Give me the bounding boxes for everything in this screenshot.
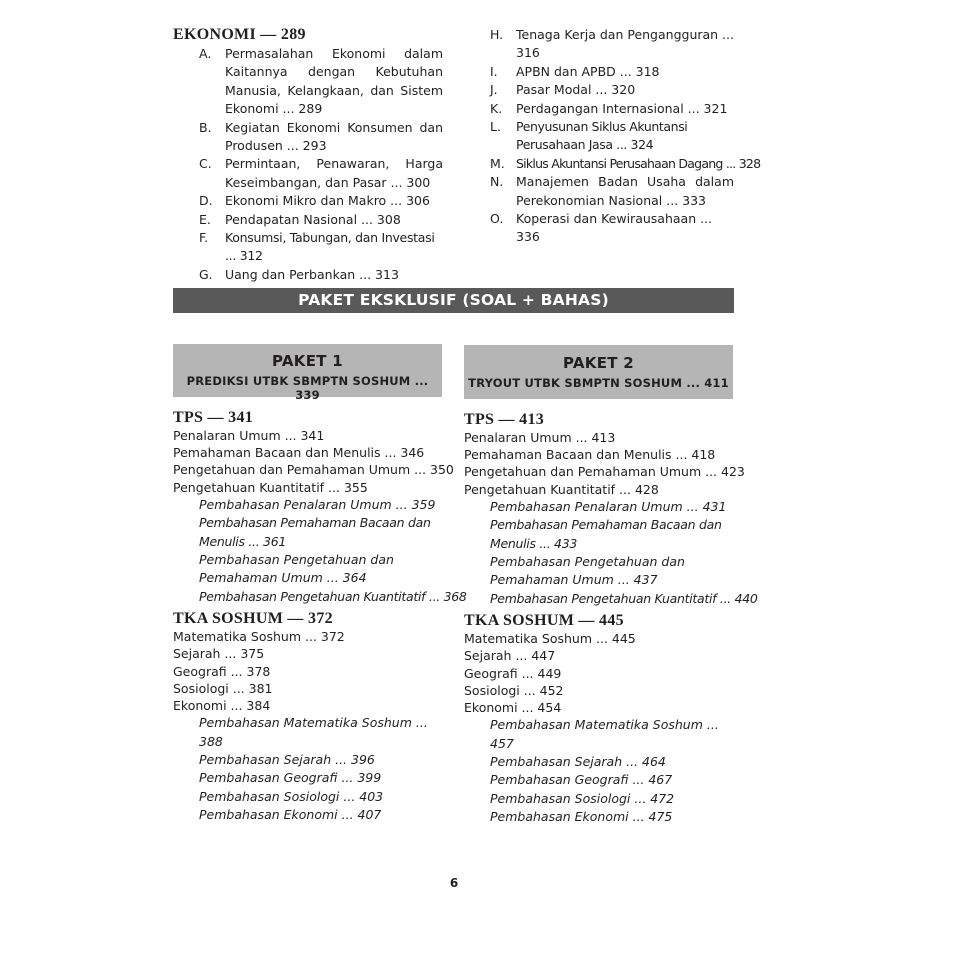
- paket-1-box: [173, 344, 442, 402]
- paket-2-box: [464, 345, 733, 399]
- list-item: Penalaran Umum ... 341: [173, 428, 325, 443]
- item-letter: O.: [490, 211, 504, 227]
- list-item: Ekonomi ... 454: [464, 700, 562, 716]
- list-item: Pemahaman Bacaan dan Menulis ... 346: [173, 445, 425, 461]
- pembahasan-item: Pembahasan Pengetahuan dan Pemahaman Umum ... 437: [490, 554, 685, 588]
- item-text: Koperasi dan Kewirausahaan ... 336: [516, 211, 713, 245]
- paket-1-title: PAKET 1: [271, 352, 344, 370]
- item-text: Permintaan, Penawaran, Harga Keseimbangan, dan Pasar ... 300: [225, 156, 443, 190]
- pembahasan-item: Pembahasan Geografi ... 399: [199, 770, 382, 786]
- ekonomi-list-left: [199, 45, 443, 284]
- pembahasan-item: Pembahasan Pengetahuan dan Pemahaman Umum ... 364: [199, 552, 394, 586]
- item-text: Perdagangan Internasional ... 321: [516, 100, 728, 116]
- paket-2-contents: [464, 411, 758, 827]
- list-item: Pengetahuan dan Pemahaman Umum ... 350: [173, 462, 454, 478]
- list-item: Pemahaman Bacaan dan Menulis ... 418: [464, 447, 716, 463]
- list-item: [490, 173, 734, 210]
- list-item: [490, 81, 734, 99]
- pembahasan-item: Pembahasan Penalaran Umum ... 359: [199, 496, 436, 512]
- paket-1-contents: [173, 409, 467, 825]
- item-letter: L.: [490, 119, 501, 135]
- paket-1-tps-heading: TPS — 341: [173, 409, 254, 426]
- item-text: Pendapatan Nasional ... 308: [225, 211, 401, 227]
- item-letter: J.: [490, 82, 498, 98]
- list-item: Sejarah ... 375: [173, 646, 265, 662]
- item-letter: G.: [199, 266, 213, 282]
- list-item: Pengetahuan Kuantitatif ... 428: [464, 481, 659, 497]
- list-item: Penalaran Umum ... 413: [464, 430, 616, 445]
- list-item: [490, 63, 734, 81]
- paket-eksklusif-banner: PAKET EKSKLUSIF (SOAL + BAHAS): [173, 288, 734, 313]
- item-letter: D.: [199, 193, 213, 209]
- item-text: Tenaga Kerja dan Pengangguran ... 316: [516, 27, 734, 61]
- paket-2-tka-heading: TKA SOSHUM — 445: [464, 612, 624, 630]
- list-item: Matematika Soshum ... 372: [173, 629, 345, 645]
- item-text: Konsumsi, Tabungan, dan Investasi ... 312: [225, 230, 435, 264]
- paket-2-title: PAKET 2: [562, 354, 635, 372]
- pembahasan-item: Pembahasan Sosiologi ... 403: [199, 788, 384, 804]
- item-text: Permasalahan Ekonomi dalam Kaitannya dengan Kebutuhan Manusia, Kelangkaan, dan Sistem Ekonomi ... 289: [225, 46, 443, 117]
- ekonomi-heading: EKONOMI — 289: [173, 26, 306, 43]
- list-item: [199, 229, 443, 266]
- list-item: [490, 26, 734, 63]
- item-letter: H.: [490, 27, 504, 42]
- list-item: [490, 210, 734, 247]
- list-item: Sejarah ... 447: [464, 648, 556, 664]
- list-item: [199, 266, 443, 284]
- item-text: Pasar Modal ... 320: [516, 82, 636, 98]
- pembahasan-item: Pembahasan Pemahaman Bacaan dan Menulis ... 433: [490, 517, 722, 551]
- item-letter: B.: [199, 119, 212, 135]
- item-letter: E.: [199, 211, 211, 227]
- item-letter: K.: [490, 100, 503, 116]
- pembahasan-item: Pembahasan Sosiologi ... 472: [490, 790, 675, 806]
- list-item: Sosiologi ... 452: [464, 682, 564, 698]
- list-item: [199, 192, 443, 210]
- item-letter: C.: [199, 156, 212, 172]
- item-text: Kegiatan Ekonomi Konsumen dan Produsen ... 293: [225, 119, 443, 154]
- list-item: [199, 211, 443, 229]
- pembahasan-item: Pembahasan Ekonomi ... 407: [199, 807, 382, 823]
- item-text: Siklus Akuntansi Perusahaan Dagang ... 328: [516, 155, 761, 171]
- item-text: Manajemen Badan Usaha dalam Perekonomian Nasional ... 333: [516, 174, 734, 208]
- list-item: Geografi ... 378: [173, 663, 271, 679]
- list-item: [490, 118, 734, 155]
- pembahasan-item: Pembahasan Geografi ... 467: [490, 772, 673, 788]
- pembahasan-item: Pembahasan Sejarah ... 396: [199, 752, 375, 768]
- item-letter: A.: [199, 46, 212, 61]
- list-item: Geografi ... 449: [464, 665, 562, 681]
- pembahasan-item: Pembahasan Pengetahuan Kuantitatif ... 368: [199, 588, 467, 604]
- list-item: [490, 155, 761, 173]
- list-item: Pengetahuan Kuantitatif ... 355: [173, 479, 368, 495]
- pembahasan-item: Pembahasan Matematika Soshum ... 457: [490, 717, 719, 751]
- pembahasan-item: Pembahasan Matematika Soshum ... 388: [199, 715, 428, 749]
- pembahasan-item: Pembahasan Ekonomi ... 475: [490, 809, 673, 825]
- pembahasan-item: Pembahasan Penalaran Umum ... 431: [490, 498, 727, 514]
- paket-2-subtitle: TRYOUT UTBK SBMPTN SOSHUM ... 411: [468, 376, 729, 390]
- item-letter: N.: [490, 174, 504, 190]
- item-letter: I.: [490, 63, 498, 79]
- list-item: Sosiologi ... 381: [173, 680, 273, 696]
- pembahasan-item: Pembahasan Pemahaman Bacaan dan Menulis ... 361: [199, 515, 431, 549]
- pembahasan-item: Pembahasan Sejarah ... 464: [490, 754, 666, 770]
- item-text: Ekonomi Mikro dan Makro ... 306: [225, 193, 430, 209]
- list-item: Pengetahuan dan Pemahaman Umum ... 423: [464, 464, 745, 480]
- paket-1-subtitle: PREDIKSI UTBK SBMPTN SOSHUM ... 339: [186, 374, 429, 402]
- list-item: Matematika Soshum ... 445: [464, 631, 636, 647]
- list-item: Ekonomi ... 384: [173, 698, 271, 714]
- list-item: [199, 45, 443, 119]
- item-text: Uang dan Perbankan ... 313: [225, 266, 399, 282]
- item-text: APBN dan APBD ... 318: [516, 63, 660, 79]
- item-letter: F.: [199, 230, 209, 246]
- ekonomi-list-right: [490, 26, 761, 247]
- item-letter: M.: [490, 155, 505, 171]
- paket-2-tps-heading: TPS — 413: [464, 411, 545, 428]
- page-number: 6: [449, 876, 459, 890]
- list-item: [199, 155, 443, 192]
- paket-1-tka-heading: TKA SOSHUM — 372: [173, 610, 333, 628]
- item-text: Penyusunan Siklus Akuntansi Perusahaan Jasa ... 324: [516, 119, 688, 153]
- list-item: [199, 119, 443, 156]
- list-item: [490, 100, 734, 118]
- pembahasan-item: Pembahasan Pengetahuan Kuantitatif ... 440: [490, 590, 758, 606]
